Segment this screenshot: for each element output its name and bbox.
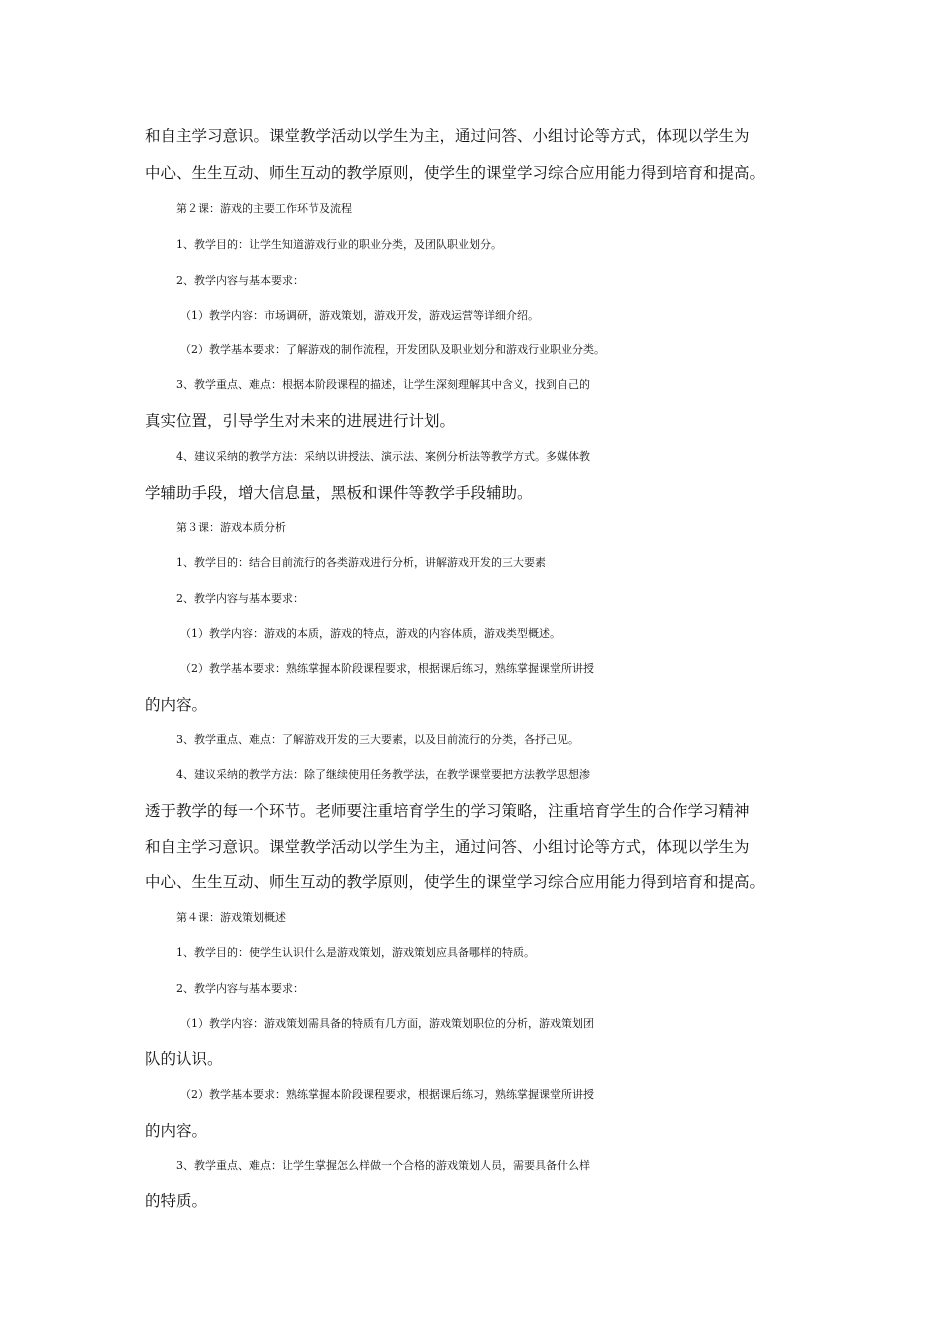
paragraph-line: 3、教学重点、难点：了解游戏开发的三大要素，以及目前流行的分类，各抒己见。 [176,733,579,746]
paragraph-line: 队的认识。 [145,1050,223,1068]
lesson-heading: 第４课：游戏策划概述 [176,911,286,924]
paragraph-line: （1）教学内容：游戏的本质，游戏的特点，游戏的内容体质，游戏类型概述。 [180,627,561,640]
paragraph-line: 2、教学内容与基本要求： [176,274,304,287]
paragraph-line: （1）教学内容：市场调研，游戏策划，游戏开发，游戏运营等详细介绍。 [180,309,539,322]
paragraph-line: 的特质。 [145,1192,208,1210]
paragraph-line: 4、建议采纳的教学方法：采纳以讲授法、演示法、案例分析法等教学方式。多媒体教 [176,450,590,463]
paragraph-line: 的内容。 [145,1122,208,1140]
paragraph-line: 2、教学内容与基本要求： [176,982,304,995]
paragraph-line: （1）教学内容：游戏策划需具备的特质有几方面，游戏策划职位的分析，游戏策划团 [180,1017,594,1030]
lesson-heading: 第３课：游戏本质分析 [176,521,286,534]
paragraph-line: 1、教学目的：使学生认识什么是游戏策划，游戏策划应具备哪样的特质。 [176,946,535,959]
paragraph-line: 3、教学重点、难点：让学生掌握怎么样做一个合格的游戏策划人员，需要具备什么样 [176,1159,590,1172]
paragraph-line: 中心、生生互动、师生互动的教学原则，使学生的课堂学习综合应用能力得到培育和提高。 [145,873,766,891]
paragraph-line: 和自主学习意识。课堂教学活动以学生为主，通过问答、小组讨论等方式，体现以学生为 [145,127,750,145]
paragraph-line: （2）教学基本要求：了解游戏的制作流程，开发团队及职业划分和游戏行业职业分类。 [180,343,605,356]
paragraph-line: 真实位置，引导学生对未来的进展进行计划。 [145,412,456,430]
paragraph-line: （2）教学基本要求：熟练掌握本阶段课程要求，根据课后练习，熟练掌握课堂所讲授 [180,662,594,675]
paragraph-line: 的内容。 [145,696,208,714]
paragraph-line: （2）教学基本要求：熟练掌握本阶段课程要求，根据课后练习，熟练掌握课堂所讲授 [180,1088,594,1101]
lesson-heading: 第２课：游戏的主要工作环节及流程 [176,202,352,215]
paragraph-line: 学辅助手段，增大信息量，黑板和课件等教学手段辅助。 [145,484,533,502]
paragraph-line: 1、教学目的：让学生知道游戏行业的职业分类，及团队职业划分。 [176,238,502,251]
paragraph-line: 透于教学的每一个环节。老师要注重培育学生的学习策略，注重培育学生的合作学习精神 [145,802,750,820]
paragraph-line: 2、教学内容与基本要求： [176,592,304,605]
paragraph-line: 1、教学目的：结合目前流行的各类游戏进行分析，讲解游戏开发的三大要素 [176,556,546,569]
paragraph-line: 3、教学重点、难点：根据本阶段课程的描述，让学生深刻理解其中含义，找到自己的 [176,378,590,391]
paragraph-line: 和自主学习意识。课堂教学活动以学生为主，通过问答、小组讨论等方式，体现以学生为 [145,838,750,856]
paragraph-line: 中心、生生互动、师生互动的教学原则，使学生的课堂学习综合应用能力得到培育和提高。 [145,164,766,182]
paragraph-line: 4、建议采纳的教学方法：除了继续使用任务教学法，在教学课堂要把方法教学思想渗 [176,768,590,781]
